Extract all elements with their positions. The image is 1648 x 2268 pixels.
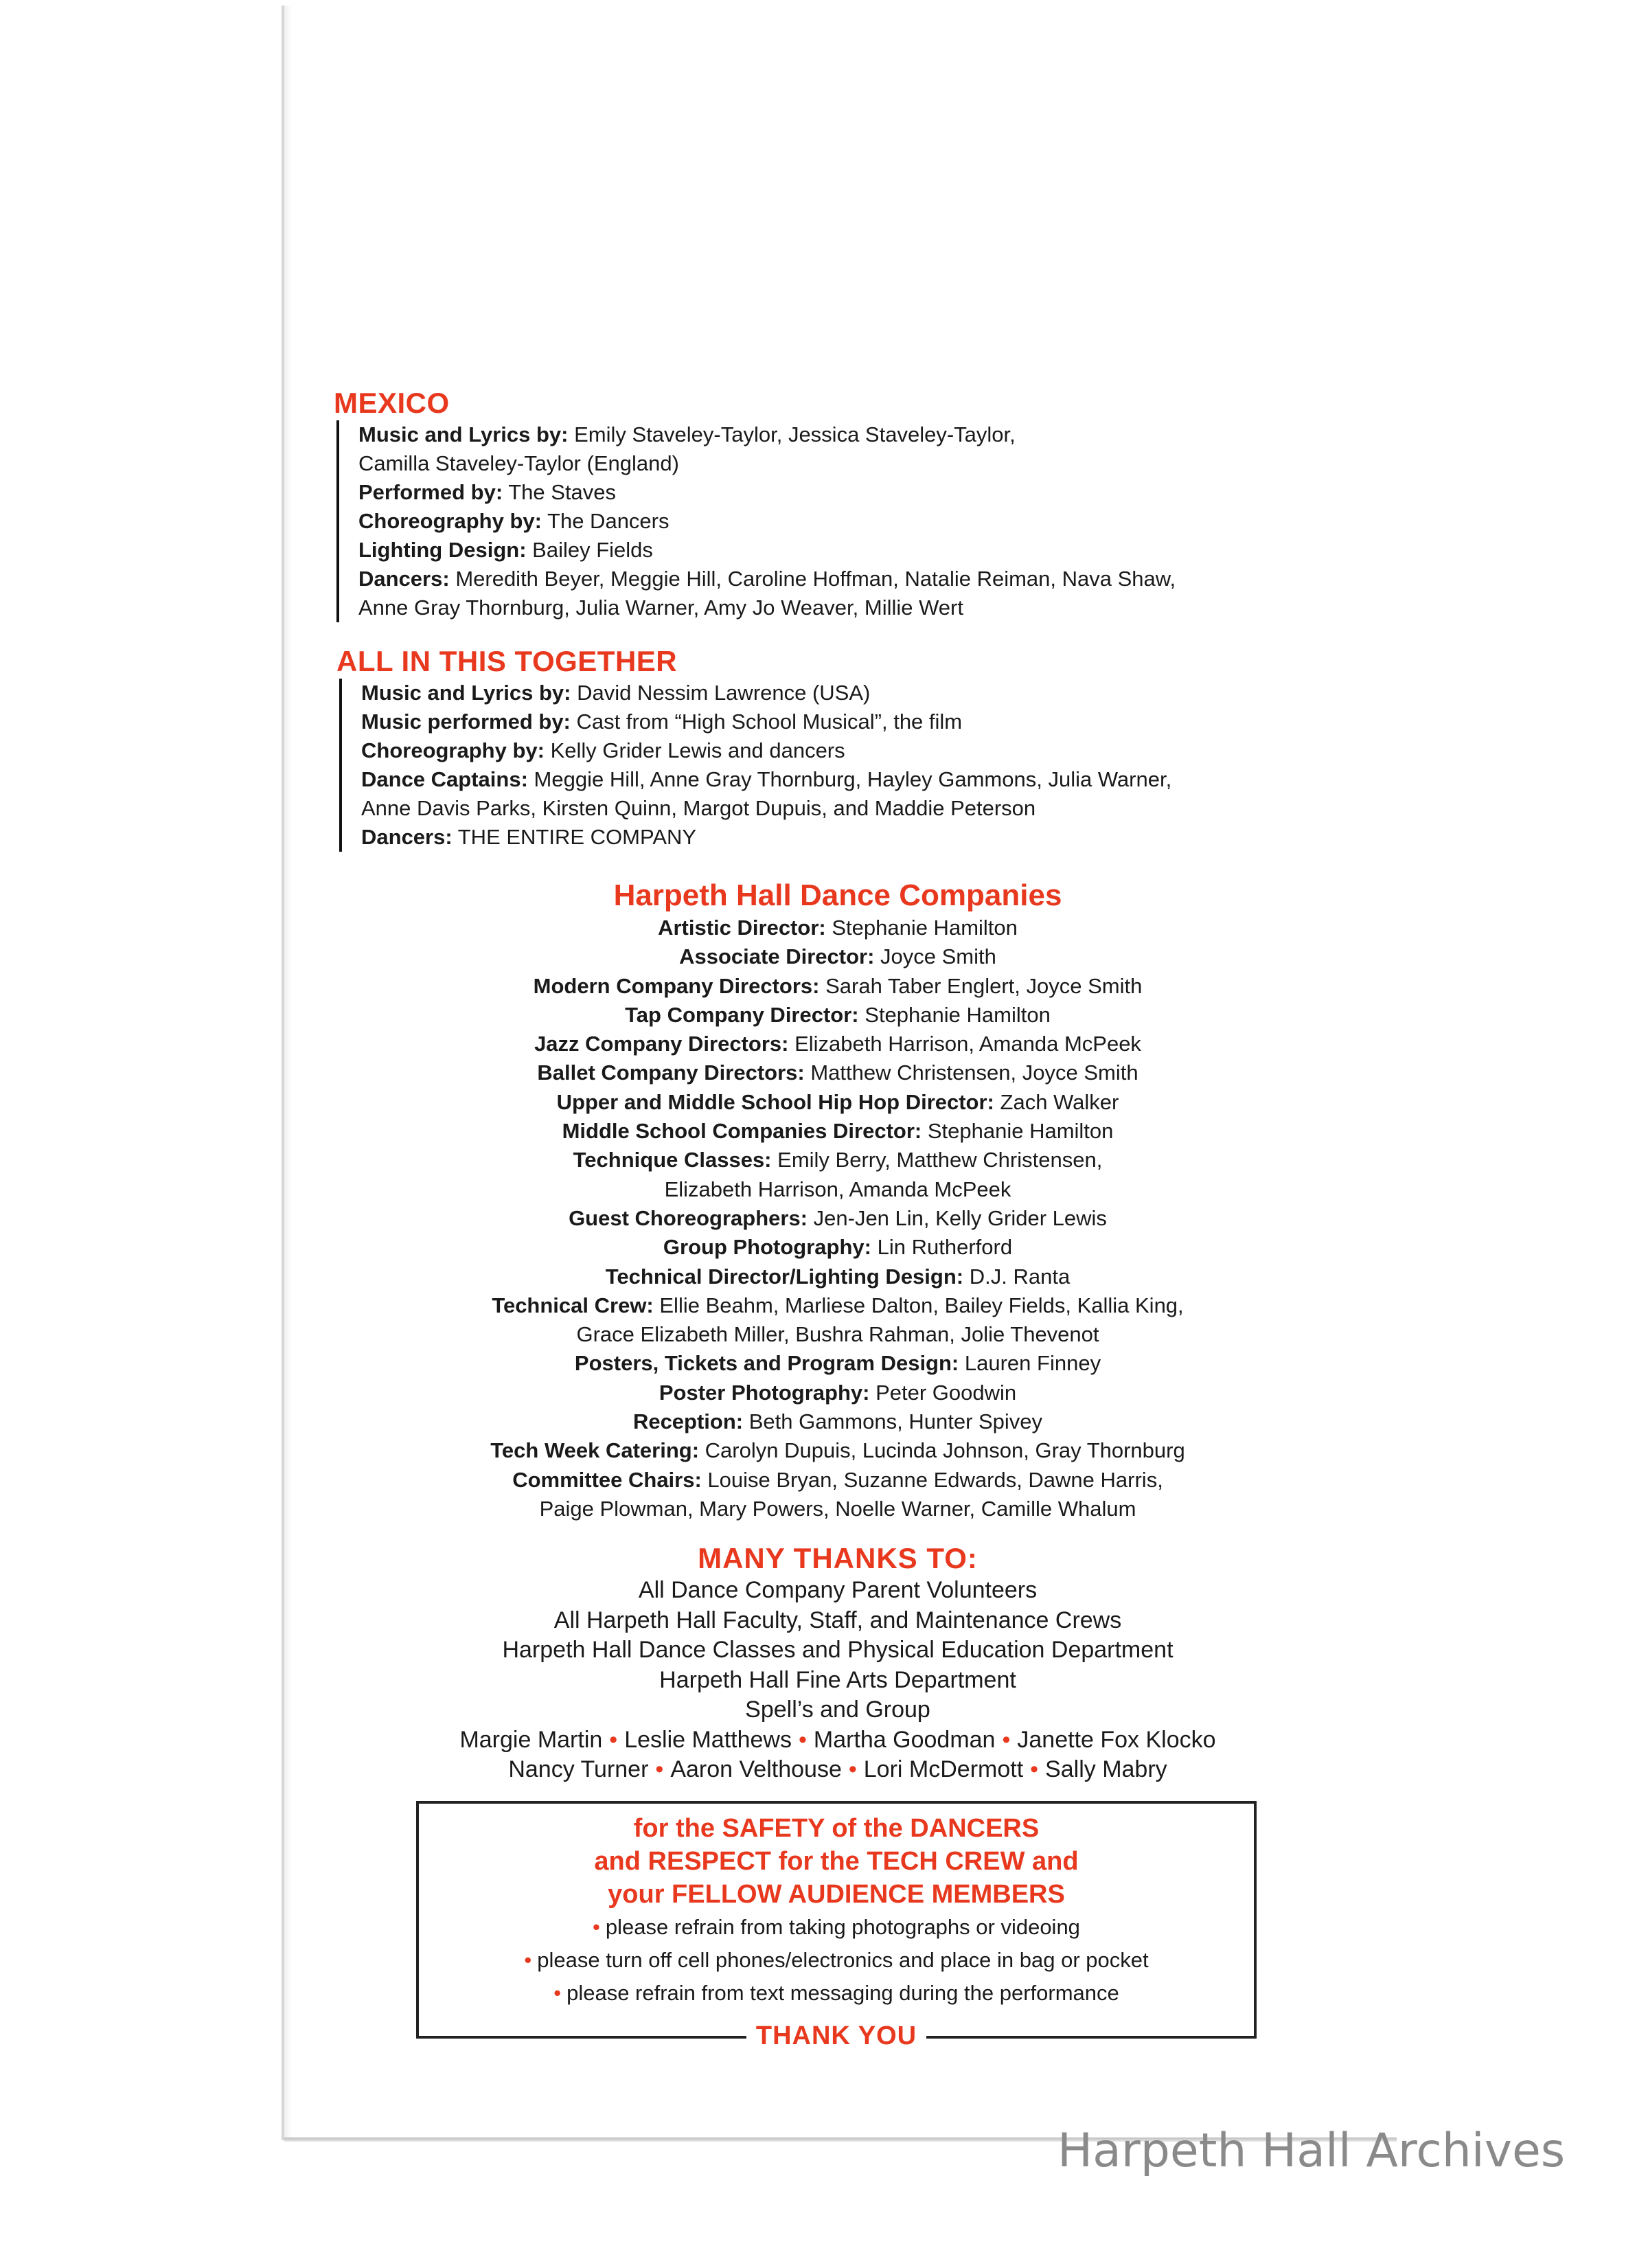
credit-label: Modern Company Directors: xyxy=(533,973,820,998)
credit-label: Group Photography: xyxy=(663,1235,871,1260)
credit-label: Poster Photography: xyxy=(659,1380,870,1405)
staff-credit-line xyxy=(357,1291,1318,1320)
thank-you-text: THANK YOU xyxy=(746,2021,926,2051)
credit-value: Louise Bryan, Suzanne Edwards, Dawne Harris, xyxy=(707,1467,1163,1492)
credit-value: Elizabeth Harrison, Amanda McPeek xyxy=(794,1032,1141,1056)
credit-label: Committee Chairs: xyxy=(512,1467,702,1492)
credit-value: D.J. Ranta xyxy=(969,1264,1071,1289)
credit-label: Tech Week Catering: xyxy=(490,1438,700,1463)
bullet-text: please refrain from text messaging during the performance xyxy=(566,1981,1119,2005)
separator-dot: • xyxy=(798,1726,807,1753)
credit-line: Camilla Staveley-Taylor (England) xyxy=(358,451,679,475)
credit-label: Tap Company Director: xyxy=(625,1002,859,1027)
staff-credit-line xyxy=(357,1407,1318,1436)
separator-dot: • xyxy=(848,1756,857,1782)
thanks-name: Aaron Velthouse xyxy=(670,1756,842,1782)
thanks-line: All Harpeth Hall Faculty, Staff, and Maintenance Crews xyxy=(553,1607,1122,1633)
separator-dot: • xyxy=(609,1726,618,1753)
credit-line: Music performed by: Cast from “High School Musical”, the film xyxy=(361,710,963,734)
thank-you-row xyxy=(419,2017,1254,2055)
notice-bullet xyxy=(419,1977,1254,2010)
credit-value: Beth Gammons, Hunter Spivey xyxy=(748,1409,1043,1434)
credit-label: Artistic Director: xyxy=(658,916,826,940)
staff-credit-line xyxy=(357,1233,1318,1262)
credit-line: Dancers: Meredith Beyer, Meggie Hill, Caroline Hoffman, Natalie Reiman, Nava Shaw, xyxy=(358,567,1176,591)
credit-label: Jazz Company Directors: xyxy=(534,1032,789,1056)
bullet-dot: • xyxy=(524,1948,532,1972)
credit-value: Lauren Finney xyxy=(964,1351,1101,1376)
credit-value: Carolyn Dupuis, Lucinda Johnson, Gray Thornburg xyxy=(705,1438,1185,1463)
thanks-line: Harpeth Hall Dance Classes and Physical Education Department xyxy=(502,1637,1174,1663)
staff-credit-line xyxy=(357,1146,1318,1175)
notice-heading-line: and RESPECT for the TECH CREW and xyxy=(594,1847,1079,1876)
notice-bullet xyxy=(419,1944,1254,1977)
thanks-line: Spell’s and Group xyxy=(745,1697,930,1723)
credit-line: Lighting Design: Bailey Fields xyxy=(358,538,653,562)
thanks-line: All Dance Company Parent Volunteers xyxy=(638,1577,1038,1603)
companies-title: Harpeth Hall Dance Companies xyxy=(613,878,1062,912)
together-section xyxy=(336,646,1171,852)
credit-value: Grace Elizabeth Miller, Bushra Rahman, Jolie Thevenot xyxy=(576,1322,1099,1347)
credit-label: Technical Director/Lighting Design: xyxy=(605,1264,964,1289)
credit-value: Matthew Christensen, Joyce Smith xyxy=(810,1061,1138,1085)
credit-label: Guest Choreographers: xyxy=(569,1205,808,1230)
credit-value: Sarah Taber Englert, Joyce Smith xyxy=(825,973,1143,998)
credit-label: Middle School Companies Director: xyxy=(562,1119,922,1144)
credit-value: Stephanie Hamilton xyxy=(865,1002,1051,1027)
staff-credit-line xyxy=(357,1001,1318,1030)
mexico-title: MEXICO xyxy=(334,387,450,419)
credit-label: Technical Crew: xyxy=(492,1293,654,1317)
credit-line: Choreography by: Kelly Grider Lewis and dancers xyxy=(361,738,845,762)
bullet-dot: • xyxy=(593,1915,600,1939)
notice-heading xyxy=(419,1804,1254,1911)
staff-credit-line xyxy=(357,1379,1318,1407)
credit-value: Ellie Beahm, Marliese Dalton, Bailey Fields, Kallia King, xyxy=(659,1293,1184,1317)
staff-credit-line xyxy=(357,914,1318,942)
thanks-section xyxy=(357,1541,1318,1785)
credit-line: Dance Captains: Meggie Hill, Anne Gray Thornburg, Hayley Gammons, Julia Warner, xyxy=(361,767,1172,791)
credit-label: Upper and Middle School Hip Hop Director: xyxy=(556,1089,994,1114)
staff-credit-line xyxy=(357,972,1318,1001)
staff-credit-line xyxy=(357,1262,1318,1291)
credit-value: Peter Goodwin xyxy=(876,1380,1017,1405)
together-credits xyxy=(339,679,1171,852)
credit-line: Anne Davis Parks, Kirsten Quinn, Margot Dupuis, and Maddie Peterson xyxy=(361,796,1036,820)
companies-section xyxy=(357,878,1318,1523)
notice-bullets xyxy=(419,1911,1254,2010)
credit-value: Paige Plowman, Mary Powers, Noelle Warner, Camille Whalum xyxy=(539,1496,1136,1521)
separator-dot: • xyxy=(1030,1756,1039,1782)
credit-value: Elizabeth Harrison, Amanda McPeek xyxy=(664,1177,1011,1201)
credit-line: Music and Lyrics by: Emily Staveley-Taylor, Jessica Staveley-Taylor, xyxy=(358,422,1016,446)
bullet-text: please turn off cell phones/electronics and place in bag or pocket xyxy=(537,1948,1149,1972)
thanks-name: Sally Mabry xyxy=(1045,1756,1167,1782)
credit-value: Jen-Jen Lin, Kelly Grider Lewis xyxy=(813,1205,1107,1230)
audience-notice-box xyxy=(416,1801,1257,2050)
staff-credit-line xyxy=(357,1204,1318,1233)
credit-line: Dancers: THE ENTIRE COMPANY xyxy=(361,825,697,849)
notice-heading-line: for the SAFETY of the DANCERS xyxy=(633,1814,1040,1843)
credit-label: Technique Classes: xyxy=(573,1148,772,1172)
credit-value: Stephanie Hamilton xyxy=(832,916,1018,940)
thanks-name: Martha Goodman xyxy=(813,1726,996,1753)
thanks-list xyxy=(357,1576,1318,1725)
mexico-credits xyxy=(336,420,1176,622)
thanks-name: Margie Martin xyxy=(459,1726,603,1753)
staff-credit-line xyxy=(357,942,1318,971)
staff-credit-line xyxy=(357,1088,1318,1117)
credit-value: Zach Walker xyxy=(1000,1089,1119,1114)
thanks-name: Lori McDermott xyxy=(863,1756,1024,1782)
credit-value: Stephanie Hamilton xyxy=(927,1119,1114,1144)
staff-credit-line xyxy=(357,1117,1318,1146)
separator-dot: • xyxy=(655,1756,664,1782)
bullet-text: please refrain from taking photographs or videoing xyxy=(605,1915,1080,1939)
credit-label: Posters, Tickets and Program Design: xyxy=(574,1351,959,1376)
credit-value: Emily Berry, Matthew Christensen, xyxy=(777,1148,1103,1172)
mexico-section xyxy=(334,387,1176,622)
staff-credit-line xyxy=(357,1058,1318,1087)
thanks-name: Nancy Turner xyxy=(508,1756,649,1782)
thanks-names-row xyxy=(357,1755,1318,1785)
staff-credit-line xyxy=(357,1349,1318,1378)
credit-line: Anne Gray Thornburg, Julia Warner, Amy Jo Weaver, Millie Wert xyxy=(358,596,963,620)
staff-credit-line xyxy=(357,1466,1318,1495)
credit-line: Choreography by: The Dancers xyxy=(358,509,670,533)
separator-dot: • xyxy=(1002,1726,1011,1753)
thanks-names-row xyxy=(357,1725,1318,1756)
thanks-line: Harpeth Hall Fine Arts Department xyxy=(659,1666,1016,1693)
notice-bullet xyxy=(419,1911,1254,1944)
staff-credit-line xyxy=(357,1175,1318,1204)
bullet-dot: • xyxy=(553,1981,562,2005)
staff-credit-line xyxy=(357,1495,1318,1523)
staff-credit-line xyxy=(357,1030,1318,1058)
credit-line: Music and Lyrics by: David Nessim Lawrence (USA) xyxy=(361,681,871,705)
credit-label: Associate Director: xyxy=(679,944,875,969)
thanks-name: Janette Fox Klocko xyxy=(1017,1726,1216,1753)
credit-value: Lin Rutherford xyxy=(877,1235,1013,1260)
thanks-title: MANY THANKS TO: xyxy=(698,1542,978,1574)
notice-heading-line: your FELLOW AUDIENCE MEMBERS xyxy=(608,1880,1065,1909)
credit-label: Ballet Company Directors: xyxy=(537,1061,805,1085)
staff-credit-line xyxy=(357,1320,1318,1349)
staff-credits xyxy=(357,914,1318,1523)
archive-watermark: Harpeth Hall Archives xyxy=(1057,2124,1566,2178)
credit-line: Performed by: The Staves xyxy=(358,480,617,504)
thanks-name: Leslie Matthews xyxy=(624,1726,792,1753)
credit-label: Reception: xyxy=(632,1409,744,1434)
staff-credit-line xyxy=(357,1436,1318,1465)
together-title: ALL IN THIS TOGETHER xyxy=(336,645,678,677)
credit-value: Joyce Smith xyxy=(880,944,996,969)
